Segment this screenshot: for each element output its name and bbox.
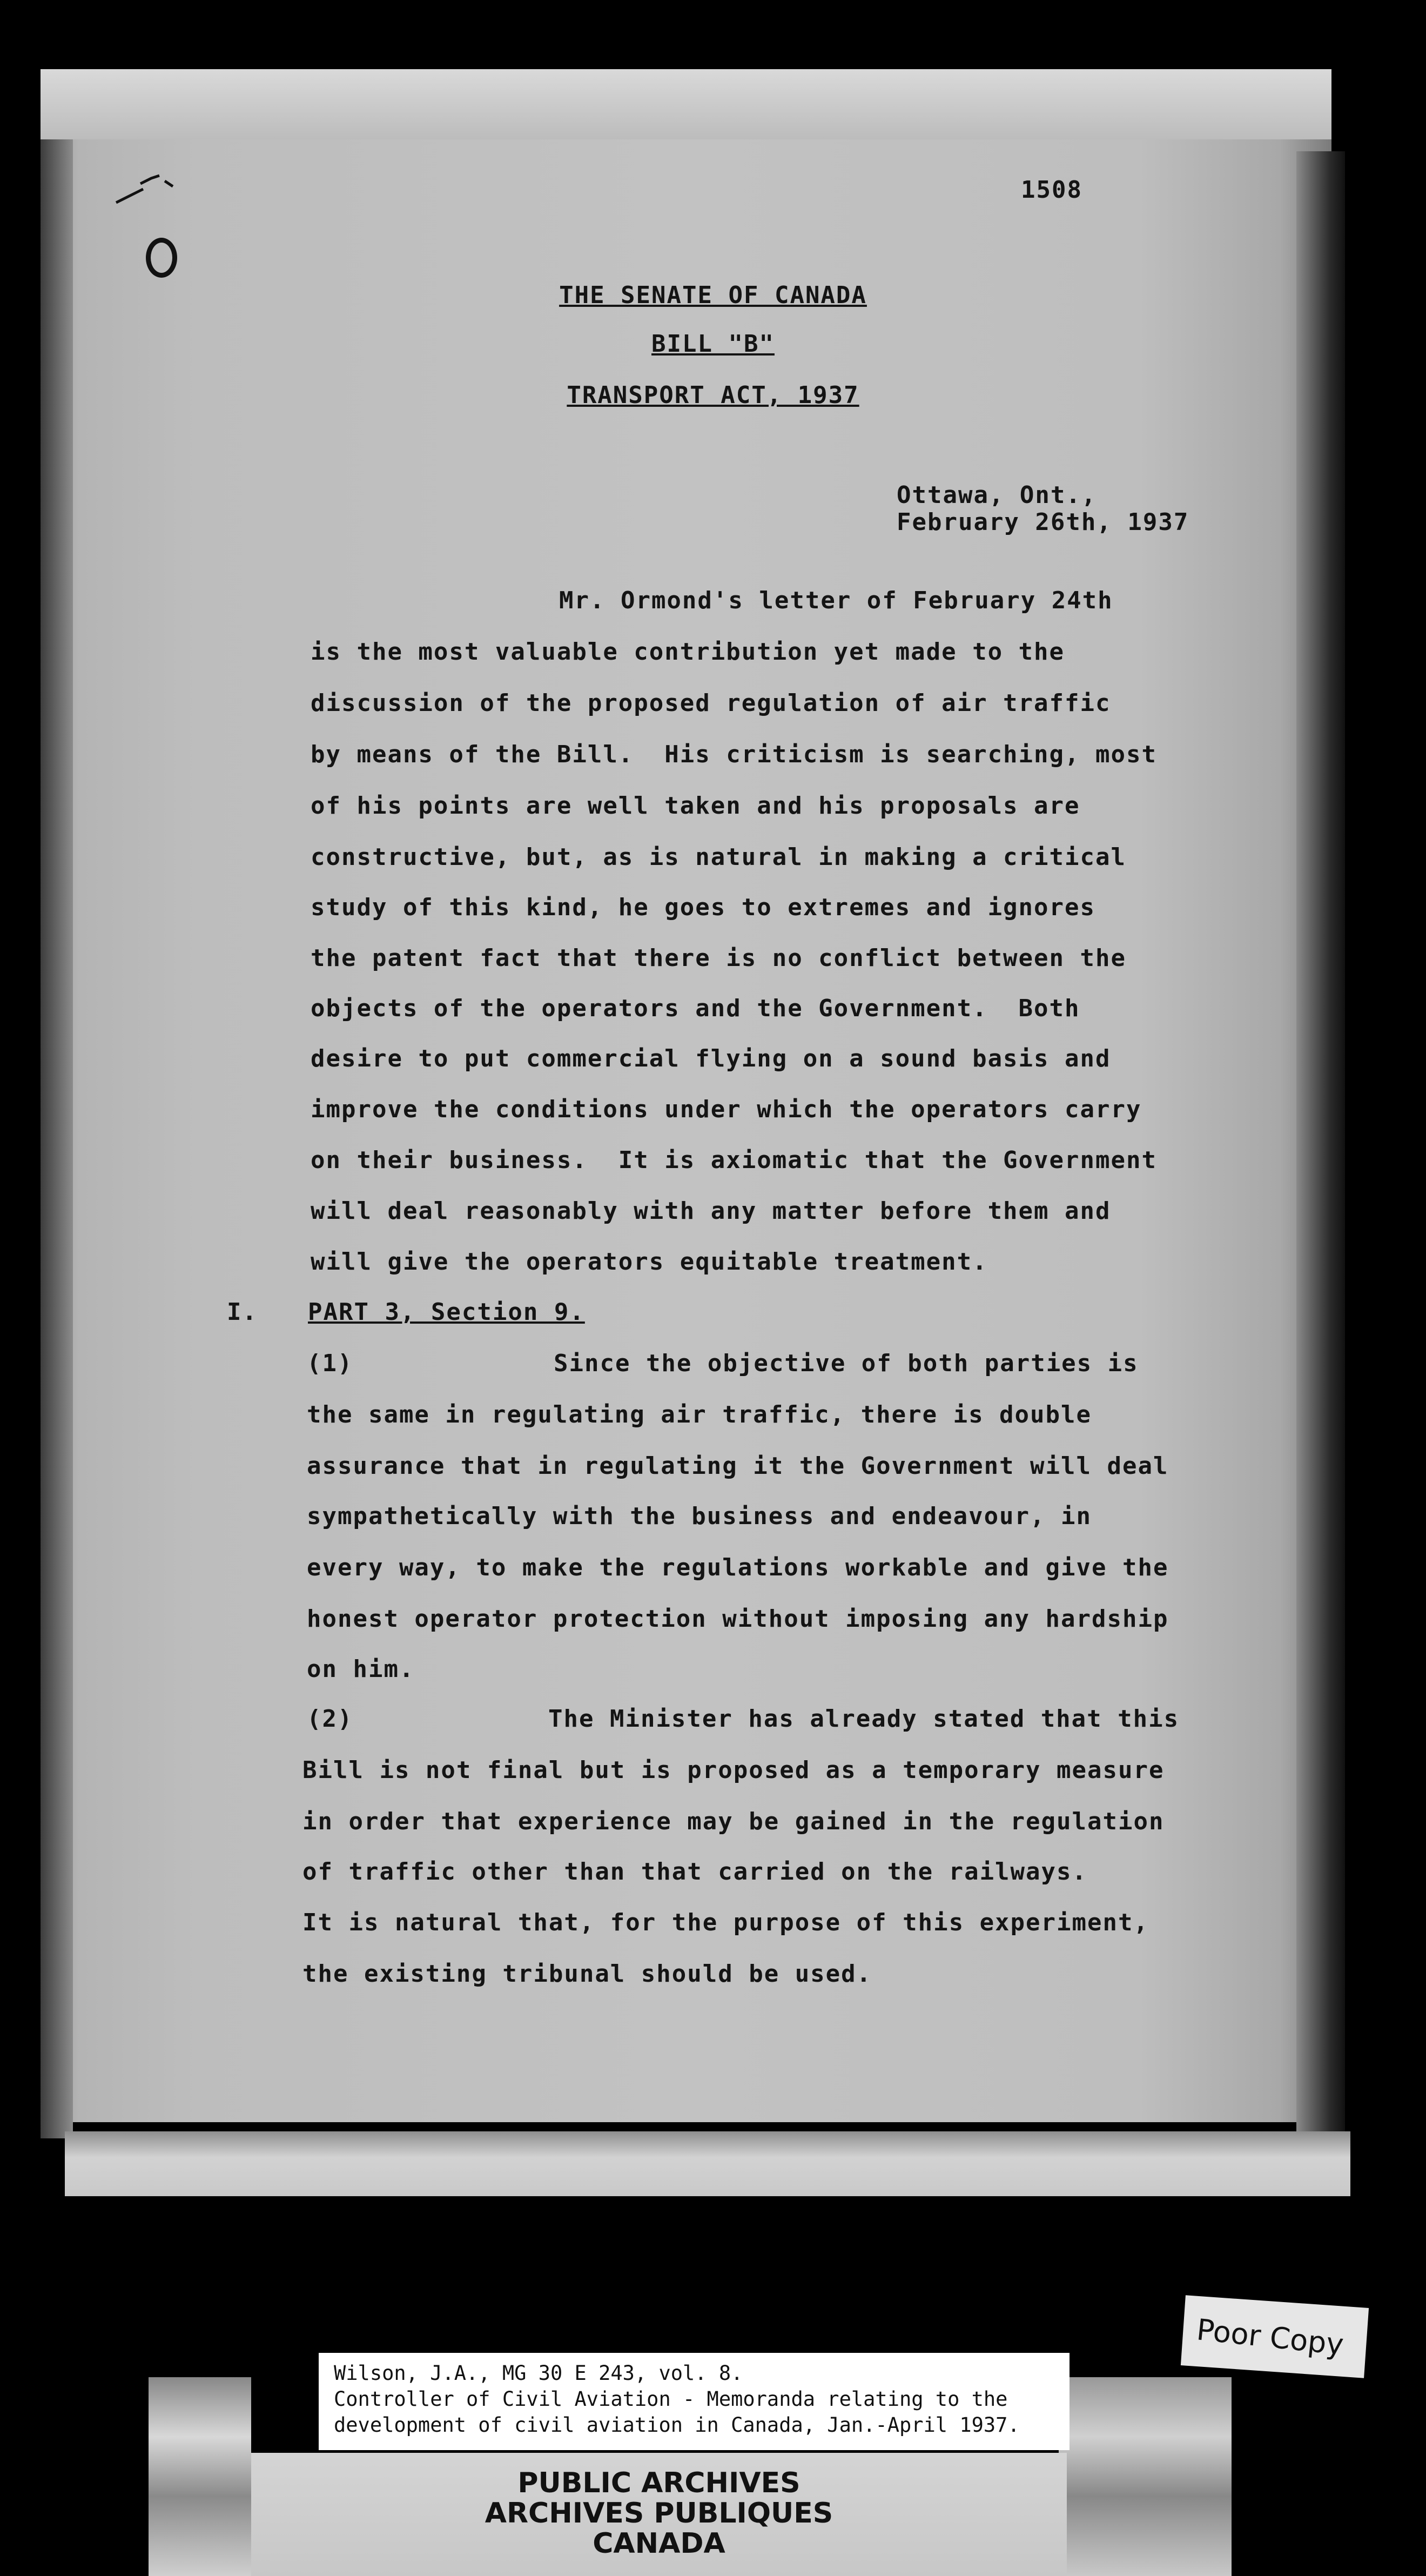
item-2-line: The Minister has already stated that this xyxy=(548,1705,1180,1733)
stamp-line: PUBLIC ARCHIVES xyxy=(517,2467,801,2499)
caption-line: Wilson, J.A., MG 30 E 243, vol. 8. xyxy=(334,2362,743,2385)
intro-line: desire to put commercial flying on a sound basis and xyxy=(311,1045,1111,1072)
item-2-line: of traffic other than that carried on the railways. xyxy=(302,1858,1088,1886)
intro-line: improve the conditions under which the operators carry xyxy=(311,1096,1142,1123)
intro-line: on their business. It is axiomatic that the Government xyxy=(311,1146,1157,1174)
intro-line: will deal reasonably with any matter before them and xyxy=(311,1197,1111,1225)
intro-line: study of this kind, he goes to extremes and ignores xyxy=(311,894,1096,921)
dateline-place: Ottawa, Ont., xyxy=(897,481,1097,509)
item-1-number: (1) xyxy=(307,1350,353,1377)
page-number: 1508 xyxy=(1021,176,1082,204)
item-1-line: honest operator protection without imposing any hardship xyxy=(307,1605,1169,1633)
archive-stamp-right-edge xyxy=(1059,2377,1232,2576)
header-act: TRANSPORT ACT, 1937 xyxy=(567,381,859,409)
item-2-line: Bill is not final but is proposed as a temporary measure xyxy=(302,1756,1165,1784)
item-1-line: sympathetically with the business and endeavour, in xyxy=(307,1502,1092,1530)
public-archives-stamp xyxy=(251,2453,1067,2576)
intro-line: of his points are well taken and his proposals are xyxy=(311,792,1080,820)
page-top-edge xyxy=(41,69,1331,139)
section-heading: PART 3, Section 9. xyxy=(308,1298,585,1326)
intro-line: is the most valuable contribution yet made to the xyxy=(311,638,1065,666)
page-bottom-edge xyxy=(65,2131,1350,2196)
archive-stamp-left-edge xyxy=(149,2377,251,2576)
archive-caption-label xyxy=(319,2353,1070,2450)
intro-line: Mr. Ormond's letter of February 24th xyxy=(559,587,1113,614)
section-roman-numeral: I. xyxy=(227,1298,258,1326)
item-1-line: assurance that in regulating it the Government will deal xyxy=(307,1452,1169,1480)
page-left-shadow xyxy=(41,139,73,2138)
stamp-line: CANADA xyxy=(593,2527,725,2560)
item-2-number: (2) xyxy=(307,1705,353,1733)
stamp-line: ARCHIVES PUBLIQUES xyxy=(485,2497,833,2530)
header-senate: THE SENATE OF CANADA xyxy=(559,281,867,309)
intro-line: constructive, but, as is natural in making a critical xyxy=(311,843,1126,871)
pencil-mark-icon xyxy=(111,173,192,205)
intro-line: objects of the operators and the Government. Both xyxy=(311,995,1080,1022)
intro-line: will give the operators equitable treatment. xyxy=(311,1248,988,1276)
caption-line: development of civil aviation in Canada, Jan.-April 1937. xyxy=(334,2413,1020,2437)
handwritten-circle-mark xyxy=(146,238,177,278)
header-bill: BILL "B" xyxy=(651,330,775,358)
item-1-line: every way, to make the regulations workable and give the xyxy=(307,1554,1169,1581)
page-right-shadow xyxy=(1296,151,1345,2139)
item-1-line: the same in regulating air traffic, there is double xyxy=(307,1401,1092,1428)
item-2-line: in order that experience may be gained in the regulation xyxy=(302,1808,1165,1835)
poor-copy-text: Poor Copy xyxy=(1195,2312,1346,2362)
caption-line: Controller of Civil Aviation - Memoranda relating to the xyxy=(334,2387,1008,2411)
intro-line: the patent fact that there is no conflict between the xyxy=(311,944,1126,972)
item-1-line: Since the objective of both parties is xyxy=(554,1350,1139,1377)
intro-line: by means of the Bill. His criticism is searching, most xyxy=(311,741,1157,768)
item-1-line: on him. xyxy=(307,1655,415,1683)
item-2-line: the existing tribunal should be used. xyxy=(302,1960,872,1988)
item-2-line: It is natural that, for the purpose of this experiment, xyxy=(302,1909,1149,1936)
intro-line: discussion of the proposed regulation of air traffic xyxy=(311,689,1111,717)
poor-copy-note xyxy=(1181,2295,1369,2378)
dateline-date: February 26th, 1937 xyxy=(897,508,1189,536)
